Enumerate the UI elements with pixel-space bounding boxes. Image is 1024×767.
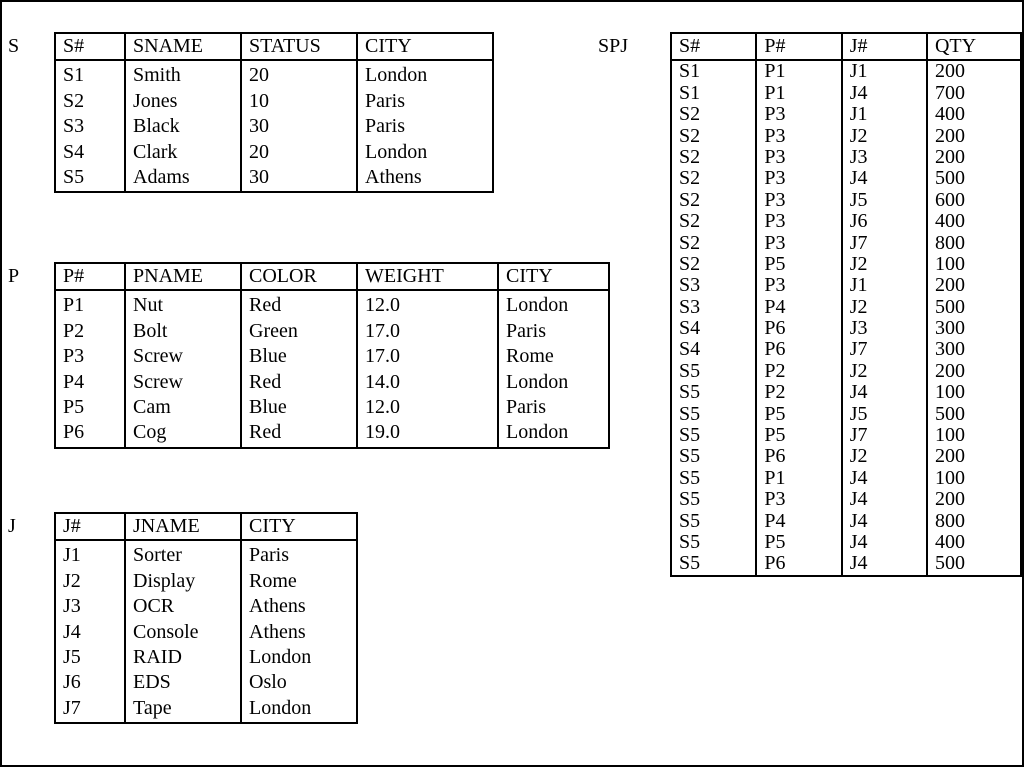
table-j — [54, 512, 358, 724]
table-cell: S2 — [671, 254, 756, 275]
table-cell: Rome — [241, 569, 357, 594]
table-cell: S5 — [55, 165, 125, 192]
table-cell: S5 — [671, 511, 756, 532]
relation-label-spj: SPJ — [598, 35, 629, 57]
table-cell: S1 — [55, 60, 125, 88]
table-cell: London — [241, 645, 357, 670]
relation-table-p — [54, 262, 610, 449]
table-cell: Red — [241, 370, 357, 395]
table-cell: J5 — [842, 404, 927, 425]
table-cell: Sorter — [125, 540, 241, 568]
table-cell: 100 — [927, 425, 1021, 446]
table-cell: P1 — [756, 468, 841, 489]
table-row — [671, 404, 1021, 425]
table-cell: P5 — [756, 404, 841, 425]
table-cell: 200 — [927, 147, 1021, 168]
table-cell: 800 — [927, 511, 1021, 532]
table-cell: S4 — [671, 318, 756, 339]
table-cell: Smith — [125, 60, 241, 88]
table-cell: S2 — [671, 190, 756, 211]
table-j-head — [55, 513, 357, 540]
column-header-city: CITY — [357, 33, 493, 60]
table-cell: P1 — [55, 290, 125, 318]
table-cell: Adams — [125, 165, 241, 192]
table-cell: S5 — [671, 532, 756, 553]
table-cell: P6 — [55, 420, 125, 447]
table-cell: 30 — [241, 165, 357, 192]
table-cell: 20 — [241, 140, 357, 165]
table-cell: J4 — [842, 553, 927, 575]
column-header-weight: WEIGHT — [357, 263, 498, 290]
table-cell: Rome — [498, 344, 609, 369]
table-cell: S2 — [55, 89, 125, 114]
table-cell: 200 — [927, 60, 1021, 82]
table-p-head — [55, 263, 609, 290]
table-cell: S3 — [55, 114, 125, 139]
table-cell: P5 — [55, 395, 125, 420]
table-row — [671, 446, 1021, 467]
column-header-snum: S# — [671, 33, 756, 60]
table-cell: S2 — [671, 211, 756, 232]
table-row — [671, 60, 1021, 82]
table-cell: Jones — [125, 89, 241, 114]
column-header-jname: JNAME — [125, 513, 241, 540]
table-row — [55, 620, 357, 645]
table-cell: P2 — [55, 319, 125, 344]
table-cell: J3 — [842, 318, 927, 339]
table-cell: P2 — [756, 382, 841, 403]
table-row — [55, 540, 357, 568]
column-header-status: STATUS — [241, 33, 357, 60]
table-cell: J1 — [842, 60, 927, 82]
table-cell: J7 — [842, 233, 927, 254]
table-cell: P6 — [756, 553, 841, 575]
table-row — [55, 569, 357, 594]
table-row — [671, 468, 1021, 489]
table-row — [671, 511, 1021, 532]
table-cell: P3 — [756, 126, 841, 147]
table-cell: J4 — [842, 168, 927, 189]
table-cell: 300 — [927, 318, 1021, 339]
table-cell: 500 — [927, 297, 1021, 318]
column-header-snum: S# — [55, 33, 125, 60]
table-row — [55, 290, 609, 318]
table-cell: 30 — [241, 114, 357, 139]
table-cell: P3 — [756, 489, 841, 510]
table-row — [55, 370, 609, 395]
table-s-head — [55, 33, 493, 60]
table-cell: P1 — [756, 60, 841, 82]
column-header-qty: QTY — [927, 33, 1021, 60]
column-header-jnum: J# — [842, 33, 927, 60]
table-cell: 200 — [927, 446, 1021, 467]
table-cell: S5 — [671, 425, 756, 446]
table-cell: London — [357, 60, 493, 88]
table-cell: J4 — [842, 83, 927, 104]
table-cell: EDS — [125, 670, 241, 695]
table-cell: S5 — [671, 404, 756, 425]
table-cell: J4 — [842, 382, 927, 403]
table-row — [55, 420, 609, 447]
table-cell: S5 — [671, 361, 756, 382]
table-cell: 12.0 — [357, 395, 498, 420]
table-cell: P3 — [55, 344, 125, 369]
table-cell: 700 — [927, 83, 1021, 104]
table-row — [671, 190, 1021, 211]
table-cell: J4 — [842, 511, 927, 532]
relation-table-j — [54, 512, 358, 724]
table-cell: P4 — [55, 370, 125, 395]
table-j-body — [55, 540, 357, 723]
table-cell: S2 — [671, 168, 756, 189]
table-row — [55, 60, 493, 88]
table-cell: Athens — [241, 594, 357, 619]
table-cell: S5 — [671, 468, 756, 489]
table-cell: Blue — [241, 395, 357, 420]
table-p — [54, 262, 610, 449]
table-row — [55, 114, 493, 139]
table-cell: Clark — [125, 140, 241, 165]
table-cell: 200 — [927, 275, 1021, 296]
column-header-pname: PNAME — [125, 263, 241, 290]
table-spj-head — [671, 33, 1021, 60]
table-row — [671, 382, 1021, 403]
table-cell: Nut — [125, 290, 241, 318]
table-cell: 200 — [927, 489, 1021, 510]
table-cell: J1 — [55, 540, 125, 568]
table-cell: J6 — [55, 670, 125, 695]
table-cell: 100 — [927, 382, 1021, 403]
table-row — [671, 147, 1021, 168]
table-cell: P4 — [756, 297, 841, 318]
table-cell: Oslo — [241, 670, 357, 695]
column-header-color: COLOR — [241, 263, 357, 290]
table-cell: London — [498, 370, 609, 395]
table-spj — [670, 32, 1022, 577]
table-cell: J2 — [55, 569, 125, 594]
table-cell: Console — [125, 620, 241, 645]
table-cell: Bolt — [125, 319, 241, 344]
table-row — [671, 361, 1021, 382]
relation-table-spj — [670, 32, 1022, 577]
table-cell: J2 — [842, 297, 927, 318]
table-cell: Paris — [357, 114, 493, 139]
table-cell: S2 — [671, 104, 756, 125]
table-cell: S1 — [671, 60, 756, 82]
table-spj-body — [671, 60, 1021, 575]
table-cell: P4 — [756, 511, 841, 532]
table-s — [54, 32, 494, 193]
table-cell: 500 — [927, 404, 1021, 425]
table-cell: Red — [241, 290, 357, 318]
table-cell: Paris — [357, 89, 493, 114]
table-cell: 100 — [927, 468, 1021, 489]
table-cell: 600 — [927, 190, 1021, 211]
table-cell: P6 — [756, 318, 841, 339]
table-cell: 19.0 — [357, 420, 498, 447]
table-cell: P2 — [756, 361, 841, 382]
table-cell: P3 — [756, 190, 841, 211]
column-header-pnum: P# — [756, 33, 841, 60]
table-cell: Display — [125, 569, 241, 594]
table-cell: 200 — [927, 361, 1021, 382]
table-cell: 400 — [927, 211, 1021, 232]
table-cell: 800 — [927, 233, 1021, 254]
table-cell: J5 — [842, 190, 927, 211]
table-cell: London — [241, 696, 357, 723]
table-cell: Green — [241, 319, 357, 344]
table-row — [55, 594, 357, 619]
table-cell: 400 — [927, 104, 1021, 125]
table-cell: J2 — [842, 254, 927, 275]
table-cell: J5 — [55, 645, 125, 670]
table-cell: Cog — [125, 420, 241, 447]
column-header-sname: SNAME — [125, 33, 241, 60]
table-cell: Blue — [241, 344, 357, 369]
table-cell: 10 — [241, 89, 357, 114]
table-cell: Athens — [241, 620, 357, 645]
table-cell: London — [498, 290, 609, 318]
table-cell: J7 — [842, 425, 927, 446]
table-cell: J4 — [842, 532, 927, 553]
table-row — [671, 126, 1021, 147]
table-cell: S2 — [671, 126, 756, 147]
table-row — [55, 165, 493, 192]
table-row — [55, 645, 357, 670]
table-cell: J2 — [842, 126, 927, 147]
table-s-body — [55, 60, 493, 192]
column-header-pnum: P# — [55, 263, 125, 290]
table-header-row — [55, 513, 357, 540]
table-cell: J1 — [842, 275, 927, 296]
table-cell: S3 — [671, 275, 756, 296]
table-cell: P6 — [756, 339, 841, 360]
table-cell: Tape — [125, 696, 241, 723]
table-row — [671, 318, 1021, 339]
table-cell: 17.0 — [357, 344, 498, 369]
table-cell: P3 — [756, 233, 841, 254]
table-cell: J2 — [842, 446, 927, 467]
table-cell: J7 — [55, 696, 125, 723]
relation-label-j: J — [8, 515, 16, 537]
table-row — [55, 140, 493, 165]
table-row — [671, 275, 1021, 296]
table-cell: P3 — [756, 211, 841, 232]
table-cell: P5 — [756, 254, 841, 275]
table-cell: S4 — [55, 140, 125, 165]
table-row — [671, 233, 1021, 254]
table-cell: London — [498, 420, 609, 447]
table-cell: J4 — [842, 489, 927, 510]
table-row — [671, 489, 1021, 510]
column-header-city: CITY — [498, 263, 609, 290]
table-header-row — [55, 33, 493, 60]
table-row — [671, 168, 1021, 189]
table-cell: J4 — [842, 468, 927, 489]
table-row — [671, 211, 1021, 232]
table-row — [55, 670, 357, 695]
table-cell: J3 — [55, 594, 125, 619]
table-cell: 500 — [927, 168, 1021, 189]
table-cell: Paris — [498, 395, 609, 420]
table-cell: Black — [125, 114, 241, 139]
table-cell: Paris — [241, 540, 357, 568]
table-cell: J7 — [842, 339, 927, 360]
table-cell: Screw — [125, 370, 241, 395]
table-row — [671, 553, 1021, 575]
table-cell: J3 — [842, 147, 927, 168]
table-row — [55, 344, 609, 369]
table-cell: J2 — [842, 361, 927, 382]
table-header-row — [55, 263, 609, 290]
relation-label-p: P — [8, 265, 20, 287]
table-cell: London — [357, 140, 493, 165]
table-cell: P5 — [756, 425, 841, 446]
table-cell: 300 — [927, 339, 1021, 360]
table-cell: S5 — [671, 446, 756, 467]
table-cell: S3 — [671, 297, 756, 318]
table-row — [55, 89, 493, 114]
table-cell: S5 — [671, 489, 756, 510]
relation-table-s — [54, 32, 494, 193]
table-cell: J6 — [842, 211, 927, 232]
table-row — [55, 395, 609, 420]
table-cell: Screw — [125, 344, 241, 369]
table-cell: J1 — [842, 104, 927, 125]
table-cell: S2 — [671, 147, 756, 168]
table-cell: Paris — [498, 319, 609, 344]
table-cell: 14.0 — [357, 370, 498, 395]
table-row — [671, 339, 1021, 360]
table-cell: P3 — [756, 147, 841, 168]
table-row — [671, 425, 1021, 446]
table-row — [55, 319, 609, 344]
table-cell: P3 — [756, 104, 841, 125]
table-cell: 500 — [927, 553, 1021, 575]
table-row — [55, 696, 357, 723]
table-cell: P6 — [756, 446, 841, 467]
table-row — [671, 297, 1021, 318]
table-cell: S4 — [671, 339, 756, 360]
table-row — [671, 83, 1021, 104]
table-cell: 12.0 — [357, 290, 498, 318]
table-cell: 100 — [927, 254, 1021, 275]
table-cell: J4 — [55, 620, 125, 645]
table-cell: 400 — [927, 532, 1021, 553]
table-header-row — [671, 33, 1021, 60]
column-header-city: CITY — [241, 513, 357, 540]
table-cell: RAID — [125, 645, 241, 670]
table-cell: S1 — [671, 83, 756, 104]
table-cell: Red — [241, 420, 357, 447]
column-header-jnum: J# — [55, 513, 125, 540]
table-cell: S2 — [671, 233, 756, 254]
relation-label-s: S — [8, 35, 20, 57]
table-cell: S5 — [671, 553, 756, 575]
table-cell: S5 — [671, 382, 756, 403]
table-cell: 17.0 — [357, 319, 498, 344]
table-cell: 200 — [927, 126, 1021, 147]
table-cell: Cam — [125, 395, 241, 420]
table-cell: P3 — [756, 168, 841, 189]
table-cell: P1 — [756, 83, 841, 104]
table-cell: P5 — [756, 532, 841, 553]
table-row — [671, 532, 1021, 553]
table-cell: P3 — [756, 275, 841, 296]
table-p-body — [55, 290, 609, 447]
table-row — [671, 254, 1021, 275]
table-cell: OCR — [125, 594, 241, 619]
table-cell: 20 — [241, 60, 357, 88]
table-row — [671, 104, 1021, 125]
table-cell: Athens — [357, 165, 493, 192]
